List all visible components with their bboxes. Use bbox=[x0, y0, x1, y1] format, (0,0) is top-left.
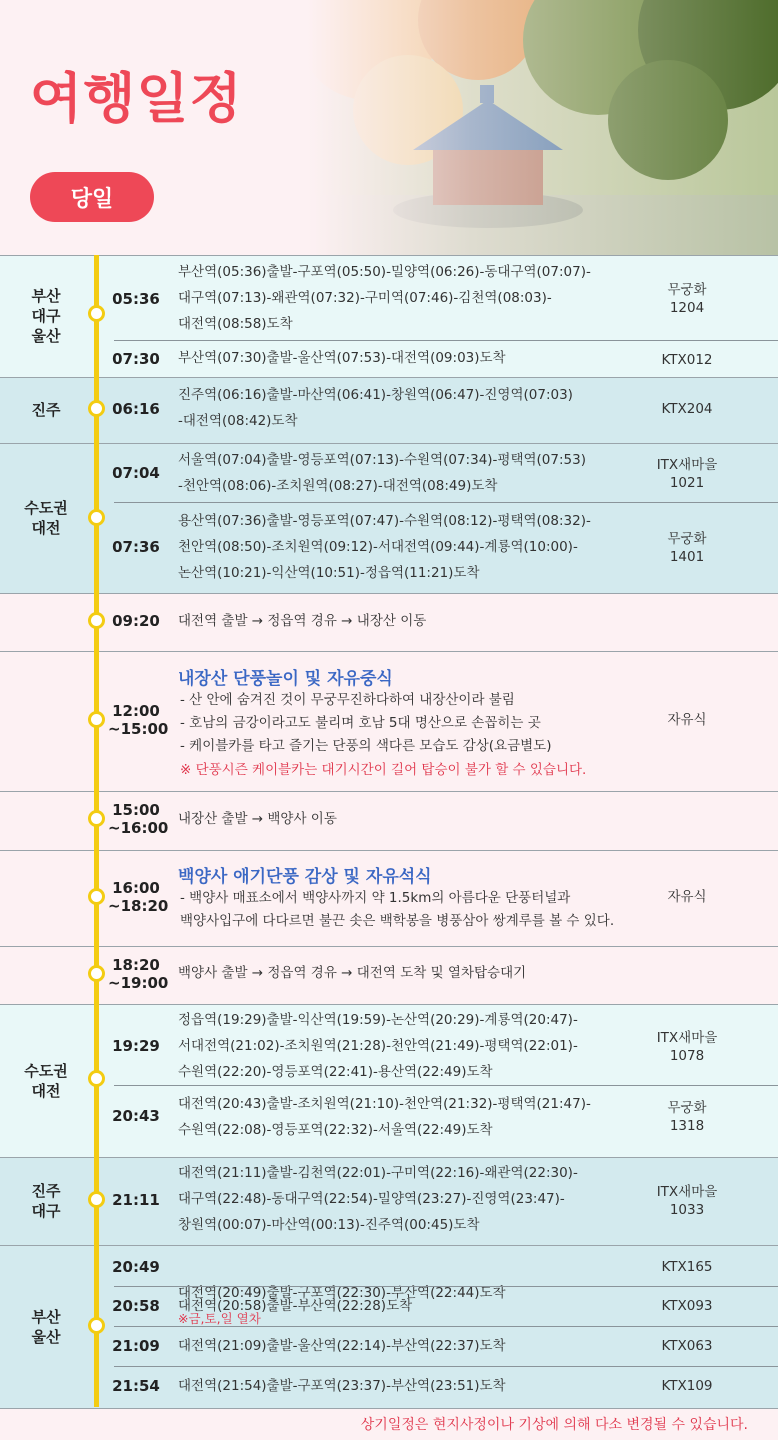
row-divider bbox=[114, 1366, 778, 1367]
meal-info: 자유식 bbox=[667, 889, 707, 905]
schedule-change-notice: 상기일정은 현지사정이나 기상에 의해 다소 변경될 수 있습니다. bbox=[360, 1417, 748, 1433]
departure-time: 19:29 bbox=[112, 1037, 160, 1055]
train-name: KTX012 bbox=[661, 352, 713, 368]
activity-time: 09:20 bbox=[112, 612, 160, 630]
train-name: KTX165 bbox=[661, 1259, 713, 1275]
activity-time: 16:00 ~18:20 bbox=[108, 879, 169, 915]
timeline-dot bbox=[88, 1191, 105, 1208]
departure-time: 07:36 bbox=[112, 538, 160, 556]
timeline-dot bbox=[88, 1317, 105, 1334]
timeline-dot bbox=[88, 400, 105, 417]
region-label: 수도권 대전 bbox=[24, 499, 68, 537]
footer bbox=[0, 1408, 778, 1440]
timeline-dot bbox=[88, 965, 105, 982]
activity-description: - 백양사 매표소에서 백양사까지 약 1.5km의 아름다운 단풍터널과 백양사입구에 다다르면 불끈 솟은 백학봉을 병풍삼아 쌍계루를 볼 수 있다. bbox=[180, 890, 615, 929]
day-badge: 당일 bbox=[30, 172, 154, 222]
train-route: 대전역(21:09)출발-울산역(22:14)-부산역(22:37)도착 bbox=[178, 1338, 506, 1354]
activity-time: 18:20 ~19:00 bbox=[108, 956, 169, 992]
activity-time: 12:00 ~15:00 bbox=[108, 702, 169, 738]
departure-time: 06:16 bbox=[112, 400, 160, 418]
departure-time: 05:36 bbox=[112, 290, 160, 308]
timeline-dot bbox=[88, 305, 105, 322]
train-name: KTX063 bbox=[661, 1338, 713, 1354]
timeline-dot bbox=[88, 612, 105, 629]
train-name: ITX새마을 1033 bbox=[656, 1184, 718, 1218]
train-name: 무궁화 1204 bbox=[667, 282, 707, 316]
region-label: 부산 대구 울산 bbox=[31, 287, 61, 345]
train-route-text: 대전역(20:49)출발-구포역(22:30)-부산역(22:44)도착 bbox=[178, 1285, 506, 1301]
train-route: 대전역(20:43)출발-조치원역(21:10)-천안역(21:32)-평택역(21:47)- 수원역(22:08)-영등포역(22:32)-서울역(22:49)도착 bbox=[178, 1096, 591, 1138]
departure-time: 07:04 bbox=[112, 464, 160, 482]
activity-notice: ※ 단풍시즌 케이블카는 대기시간이 길어 탑승이 불가 할 수 있습니다. bbox=[180, 762, 587, 778]
row-divider bbox=[114, 340, 778, 341]
activity-title: 내장산 단풍놀이 및 자유중식 bbox=[178, 669, 393, 689]
train-name: 무궁화 1401 bbox=[667, 531, 707, 565]
timeline-dot bbox=[88, 810, 105, 827]
header bbox=[0, 0, 778, 255]
departure-time: 21:54 bbox=[112, 1377, 160, 1395]
activity-title: 백양사 애기단풍 감상 및 자유석식 bbox=[178, 867, 432, 887]
weekend-train-note: ※금,토,일 열차 bbox=[178, 1311, 261, 1326]
timeline-dot bbox=[88, 888, 105, 905]
row-divider bbox=[114, 1085, 778, 1086]
departure-time: 20:58 bbox=[112, 1297, 160, 1315]
timeline-dot bbox=[88, 1070, 105, 1087]
train-name: KTX204 bbox=[661, 401, 713, 417]
meal-info: 자유식 bbox=[667, 712, 707, 728]
train-route: 부산역(07:30)출발-울산역(07:53)-대전역(09:03)도착 bbox=[178, 350, 506, 366]
train-route: 용산역(07:36)출발-영등포역(07:47)-수원역(08:12)-평택역(08:32)- 천안역(08:50)-조치원역(09:12)-서대전역(09:44)-계룡역(10:00)- 논산역(10:21)-익산역(10:51)-정읍역(11:21)도착 bbox=[178, 513, 591, 581]
region-label: 부산 울산 bbox=[31, 1307, 61, 1346]
page-title: 여행일정 bbox=[30, 67, 243, 130]
train-name: KTX093 bbox=[661, 1298, 713, 1314]
train-route: 대전역(20:58)출발-부산역(22:28)도착 bbox=[178, 1298, 413, 1314]
train-route: 진주역(06:16)출발-마산역(06:41)-창원역(06:47)-진영역(07:03) -대전역(08:42)도착 bbox=[178, 387, 573, 429]
timeline-dot bbox=[88, 509, 105, 526]
row-divider bbox=[114, 1326, 778, 1327]
activity-time: 15:00 ~16:00 bbox=[108, 801, 169, 837]
train-route: 부산역(05:36)출발-구포역(05:50)-밀양역(06:26)-동대구역(07:07)- 대구역(07:13)-왜관역(07:32)-구미역(07:46)-김천역(08:03)- 대전역(08:58)도착 bbox=[178, 264, 591, 332]
departure-time: 20:49 bbox=[112, 1258, 160, 1276]
train-name: ITX새마을 1078 bbox=[656, 1030, 718, 1064]
activity-text: 백양사 출발 → 정읍역 경유 → 대전역 도착 및 열차탑승대기 bbox=[178, 965, 527, 981]
region-label: 진주 bbox=[31, 401, 61, 419]
activity-text: 내장산 출발 → 백양사 이동 bbox=[178, 811, 337, 827]
autumn-pavilion-photo bbox=[308, 0, 778, 255]
row-divider bbox=[114, 502, 778, 503]
train-name: KTX109 bbox=[661, 1378, 713, 1394]
activity-description: - 산 안에 숨겨진 것이 무궁무진하다하여 내장산이라 불림 - 호남의 금강이라고도 불리며 호남 5대 명산으로 손꼽히는 곳 - 케이블카를 타고 즐기는 단풍의 색다른 모습도 감상(요금별도) bbox=[180, 692, 552, 754]
departure-time: 07:30 bbox=[112, 350, 160, 368]
region-label: 수도권 대전 bbox=[24, 1061, 68, 1100]
train-route: 대전역(21:11)출발-김천역(22:01)-구미역(22:16)-왜관역(22:30)- 대구역(22:48)-동대구역(22:54)-밀양역(23:27)-진영역(23:47)- 창원역(00:07)-마산역(00:13)-진주역(00:45)도착 bbox=[178, 1165, 578, 1233]
departure-time: 21:11 bbox=[112, 1191, 160, 1209]
row-divider bbox=[114, 1286, 778, 1287]
timeline-dot bbox=[88, 711, 105, 728]
train-name: 무궁화 1318 bbox=[667, 1100, 707, 1134]
region-label: 진주 대구 bbox=[31, 1182, 61, 1220]
departure-time: 21:09 bbox=[112, 1337, 160, 1355]
train-route: 서울역(07:04)출발-영등포역(07:13)-수원역(07:34)-평택역(07:53) -천안역(08:06)-조치원역(08:27)-대전역(08:49)도착 bbox=[178, 452, 586, 494]
train-route: 대전역(21:54)출발-구포역(23:37)-부산역(23:51)도착 bbox=[178, 1378, 506, 1394]
departure-time: 20:43 bbox=[112, 1107, 160, 1125]
timeline-bar bbox=[94, 255, 99, 1407]
train-route: 정읍역(19:29)출발-익산역(19:59)-논산역(20:29)-계룡역(20:47)- 서대전역(21:02)-조치원역(21:28)-천안역(21:49)-평택역(22:01)- 수원역(22:20)-영등포역(22:41)-용산역(22:49)도착 bbox=[178, 1012, 578, 1080]
train-name: ITX새마을 1021 bbox=[656, 457, 718, 491]
activity-text: 대전역 출발 → 정읍역 경유 → 내장산 이동 bbox=[178, 613, 427, 629]
